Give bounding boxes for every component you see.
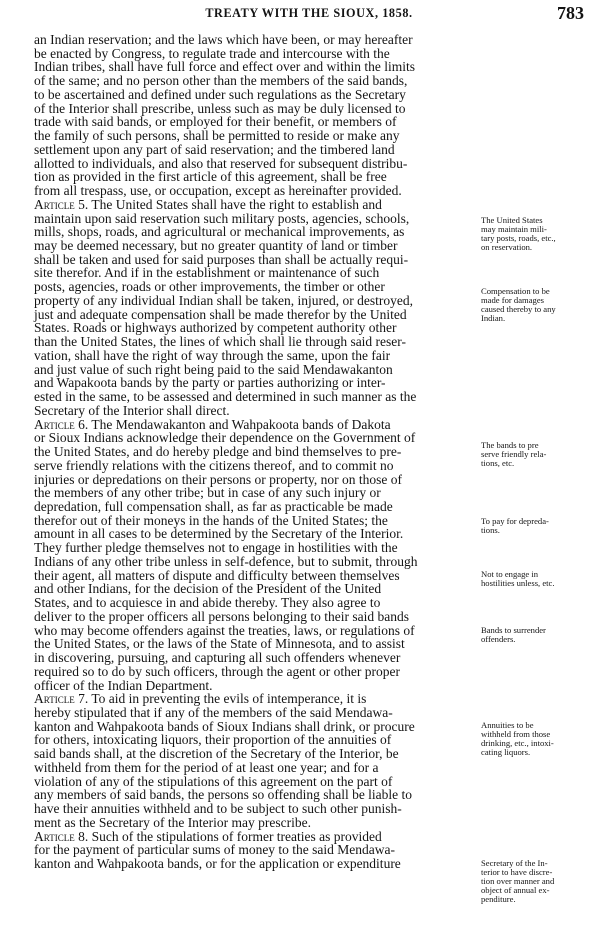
article-label: Article [34,691,75,707]
margin-note-line: caused thereby to any [481,303,556,314]
line-text: in discovering, pursuing, and capturing all such offenders whenever [34,650,401,666]
line-text: kanton and Wahpakoota bands, or for the application or expenditure [34,856,401,872]
page-header [34,4,584,26]
margin-note-line: may maintain mili- [481,223,547,234]
line-text: vation, shall have the right of way through the same, upon the fair [34,347,391,363]
line-text: for others, intoxicating liquors, their proportion of the annuities of [34,732,392,748]
treaty-body-text [34,33,477,871]
line-text: tion as provided in the first article of this agreement, shall be free [34,169,387,185]
line-text: trade with said bands, or employed for their benefit, or members of [34,114,397,130]
line-text: just and adequate compensation shall be made therefor by the United [34,306,407,322]
text-line [34,129,477,143]
line-text: amount in all cases to be determined by the Secretary of the Interior. [34,526,404,542]
margin-note-line: tions, etc. [481,457,515,468]
text-line [34,60,477,74]
line-text: hereby stipulated that if any of the members of the said Mendawa- [34,704,393,720]
line-text: serve friendly relations with the citizens thereof, and to commit no [34,457,394,473]
line-text: officer of the Indian Department. [34,677,213,693]
text-line [34,802,477,816]
line-text: the family of such persons, shall be permitted to reside or make any [34,128,400,144]
text-line [34,294,477,308]
text-line [34,830,477,844]
margin-note-line: drinking, etc., intoxi- [481,737,554,748]
line-text: 8. Such of the stipulations of former treaties as provided [74,828,382,844]
line-text: for the payment of particular sums of money to the said Mendawa- [34,842,396,858]
text-line [34,404,477,418]
text-line [34,761,477,775]
text-line [34,212,477,226]
text-line [34,308,477,322]
margin-note-annuities-withheld [481,721,593,757]
margin-note-line: Not to engage in [481,569,539,579]
line-text: ested in the same, to be assessed and determined in such manner as the [34,389,417,405]
margin-note-line: Bands to surrender [481,625,546,635]
margin-note-line: tion over manner and [481,875,555,886]
text-line [34,514,477,528]
line-text: who may become offenders against the treaties, laws, or regulations of [34,622,415,638]
margin-note-line: To pay for depreda- [481,516,549,526]
line-text: said bands shall, at the discretion of the Secretary of the Interior, be [34,746,399,762]
margin-note-friendly-relations [481,441,593,468]
line-text: than the United States, the lines of which shall lie through said reser- [34,334,407,350]
margin-note-line: tions. [481,524,500,535]
article-label: Article [34,828,75,844]
line-text: ment as the Secretary of the Interior may prescribe. [34,814,312,830]
text-line [34,555,477,569]
text-line [34,624,477,638]
margin-note-line: tary posts, roads, etc., [481,232,556,243]
line-text: site therefor. And if in the establishment or maintenance of such [34,265,380,281]
margin-note-line: penditure. [481,893,516,904]
page-number: 783 [557,3,584,23]
text-line [34,88,477,102]
text-line [34,280,477,294]
text-line [34,266,477,280]
line-text: an Indian reservation; and the laws which have been, or may hereafter [34,32,413,47]
line-text: Indians of any other tribe unless in self-defence, but to submit, through [34,553,418,569]
text-line [34,335,477,349]
line-text: and Wapakoota bands by the party or parties authorizing or inter- [34,375,386,391]
text-line [34,157,477,171]
line-text: mills, shops, roads, and agricultural or mechanical improvements, as [34,224,405,240]
text-line [34,376,477,390]
text-line [34,47,477,61]
line-text: allotted to individuals, and also that reserved for subsequent distribu- [34,155,408,171]
text-line [34,115,477,129]
text-line [34,102,477,116]
text-line [34,582,477,596]
line-text: They further pledge themselves not to engage in hostilities with the [34,540,398,556]
text-line [34,706,477,720]
line-text: and just value of such right being paid to the said Mendawakanton [34,361,393,377]
margin-note-line: hostilities unless, etc. [481,577,555,588]
text-line [34,473,477,487]
text-line [34,569,477,583]
text-line [34,596,477,610]
text-line [34,198,477,212]
text-line [34,74,477,88]
text-line [34,843,477,857]
line-text: kanton and Wahpakoota bands of Sioux Indians shall drink, or procure [34,718,415,734]
line-text: States, and to acquiesce in and abide thereby. They also agree to [34,595,381,611]
line-text: of the Interior shall prescribe, unless such as may be duly licensed to [34,100,406,116]
text-line [34,610,477,624]
line-text: of the same; and no person other than the members of the said bands, [34,73,408,89]
text-line [34,143,477,157]
line-text: therefor out of their moneys in the hands of the United States; the [34,512,388,528]
margin-note-compensation [481,287,593,323]
text-line [34,418,477,432]
margin-note-line: terior to have discre- [481,866,553,877]
line-text: depredation, full compensation shall, as far as practicable be made [34,498,393,514]
line-text: violation of any of the stipulations of this agreement on the part of [34,773,393,789]
text-line [34,720,477,734]
text-line [34,816,477,830]
text-line [34,253,477,267]
text-line [34,225,477,239]
margin-note-hostilities [481,570,593,588]
line-text: shall be taken and used for said purposes than shall be actually requi- [34,251,409,267]
line-text: settlement upon any part of said reservation; and the timbered land [34,141,395,157]
margin-note-secretary-discretion [481,859,593,904]
text-line [34,651,477,665]
text-line [34,431,477,445]
text-line [34,390,477,404]
line-text: the United States, or the laws of the State of Minnesota, and to assist [34,636,405,652]
line-text: injuries or depredations on their persons or property, nor on those of [34,471,403,487]
text-line [34,500,477,514]
margin-note-line: Annuities to be [481,720,534,730]
article-label: Article [34,196,75,212]
margin-note-surrender-offenders [481,626,593,644]
line-text: required so to do by such officers, through the agent or other proper [34,663,401,679]
margin-note-line: cating liquors. [481,746,531,757]
line-text: States. Roads or highways authorized by competent authority other [34,320,397,336]
text-line [34,349,477,363]
line-text: withheld from them for the period of at least one year; and for a [34,759,379,775]
margin-note-line: offenders. [481,633,516,644]
margin-note-line: Secretary of the In- [481,858,548,868]
margin-note-line: The United States [481,215,543,225]
text-line [34,321,477,335]
margin-note-line: Compensation to be [481,286,550,296]
text-line [34,363,477,377]
line-text: be enacted by Congress, to regulate trade and intercourse with the [34,45,390,61]
line-text: maintain upon said reservation such military posts, agencies, schools, [34,210,410,226]
margin-note-depredations [481,517,593,535]
margin-note-line: withheld from those [481,728,551,739]
text-line [34,459,477,473]
text-line [34,775,477,789]
text-line [34,486,477,500]
margin-note-line: Indian. [481,312,506,323]
margin-note-line: serve friendly rela- [481,448,547,459]
text-line [34,33,477,47]
text-line [34,679,477,693]
line-text: posts, agencies, roads or other improvements, the timber or other [34,279,385,295]
text-line [34,857,477,871]
line-text: any members of said bands, the persons so offending shall be liable to [34,787,413,803]
margin-note-line: on reservation. [481,241,533,252]
line-text: or Sioux Indians acknowledge their dependence on the Government of [34,430,416,446]
line-text: 6. The Mendawakanton and Wahpakoota bands of Dakota [74,416,391,432]
line-text: property of any individual Indian shall be taken, injured, or destroyed, [34,292,414,308]
text-line [34,665,477,679]
text-line [34,184,477,198]
running-head: TREATY WITH THE SIOUX, 1858. [205,6,413,20]
margin-note-military-posts [481,216,593,252]
line-text: the members of any other tribe; but in case of any such injury or [34,485,381,501]
line-text: have their annuities withheld and to be subject to such other punish- [34,801,402,817]
text-line [34,733,477,747]
line-text: 7. To aid in preventing the evils of intemperance, it is [74,691,367,707]
line-text: to be ascertained and defined under such regulations as the Secretary [34,86,406,102]
line-text: Indian tribes, shall have full force and effect over and within the limits [34,59,416,75]
line-text: Secretary of the Interior shall direct. [34,402,230,418]
text-line [34,541,477,555]
text-line [34,445,477,459]
text-line [34,170,477,184]
text-line [34,788,477,802]
line-text: the United States, and do hereby pledge and bind themselves to pre- [34,444,402,460]
line-text: 5. The United States shall have the right to establish and [74,196,382,212]
margin-note-line: made for damages [481,294,544,305]
line-text: their agent, all matters of dispute and difficulty between themselves [34,567,400,583]
margin-note-line: object of annual ex- [481,884,550,895]
text-line [34,747,477,761]
text-line [34,527,477,541]
line-text: deliver to the proper officers all persons belonging to their said bands [34,608,410,624]
line-text: may be deemed necessary, but no greater quantity of land or timber [34,238,398,254]
text-line [34,692,477,706]
text-line [34,239,477,253]
article-label: Article [34,416,75,432]
margin-note-line: The bands to pre [481,440,539,450]
text-line [34,637,477,651]
line-text: and other Indians, for the decision of the President of the United [34,581,382,597]
line-text: from all trespass, use, or occupation, except as hereinafter provided. [34,183,402,199]
